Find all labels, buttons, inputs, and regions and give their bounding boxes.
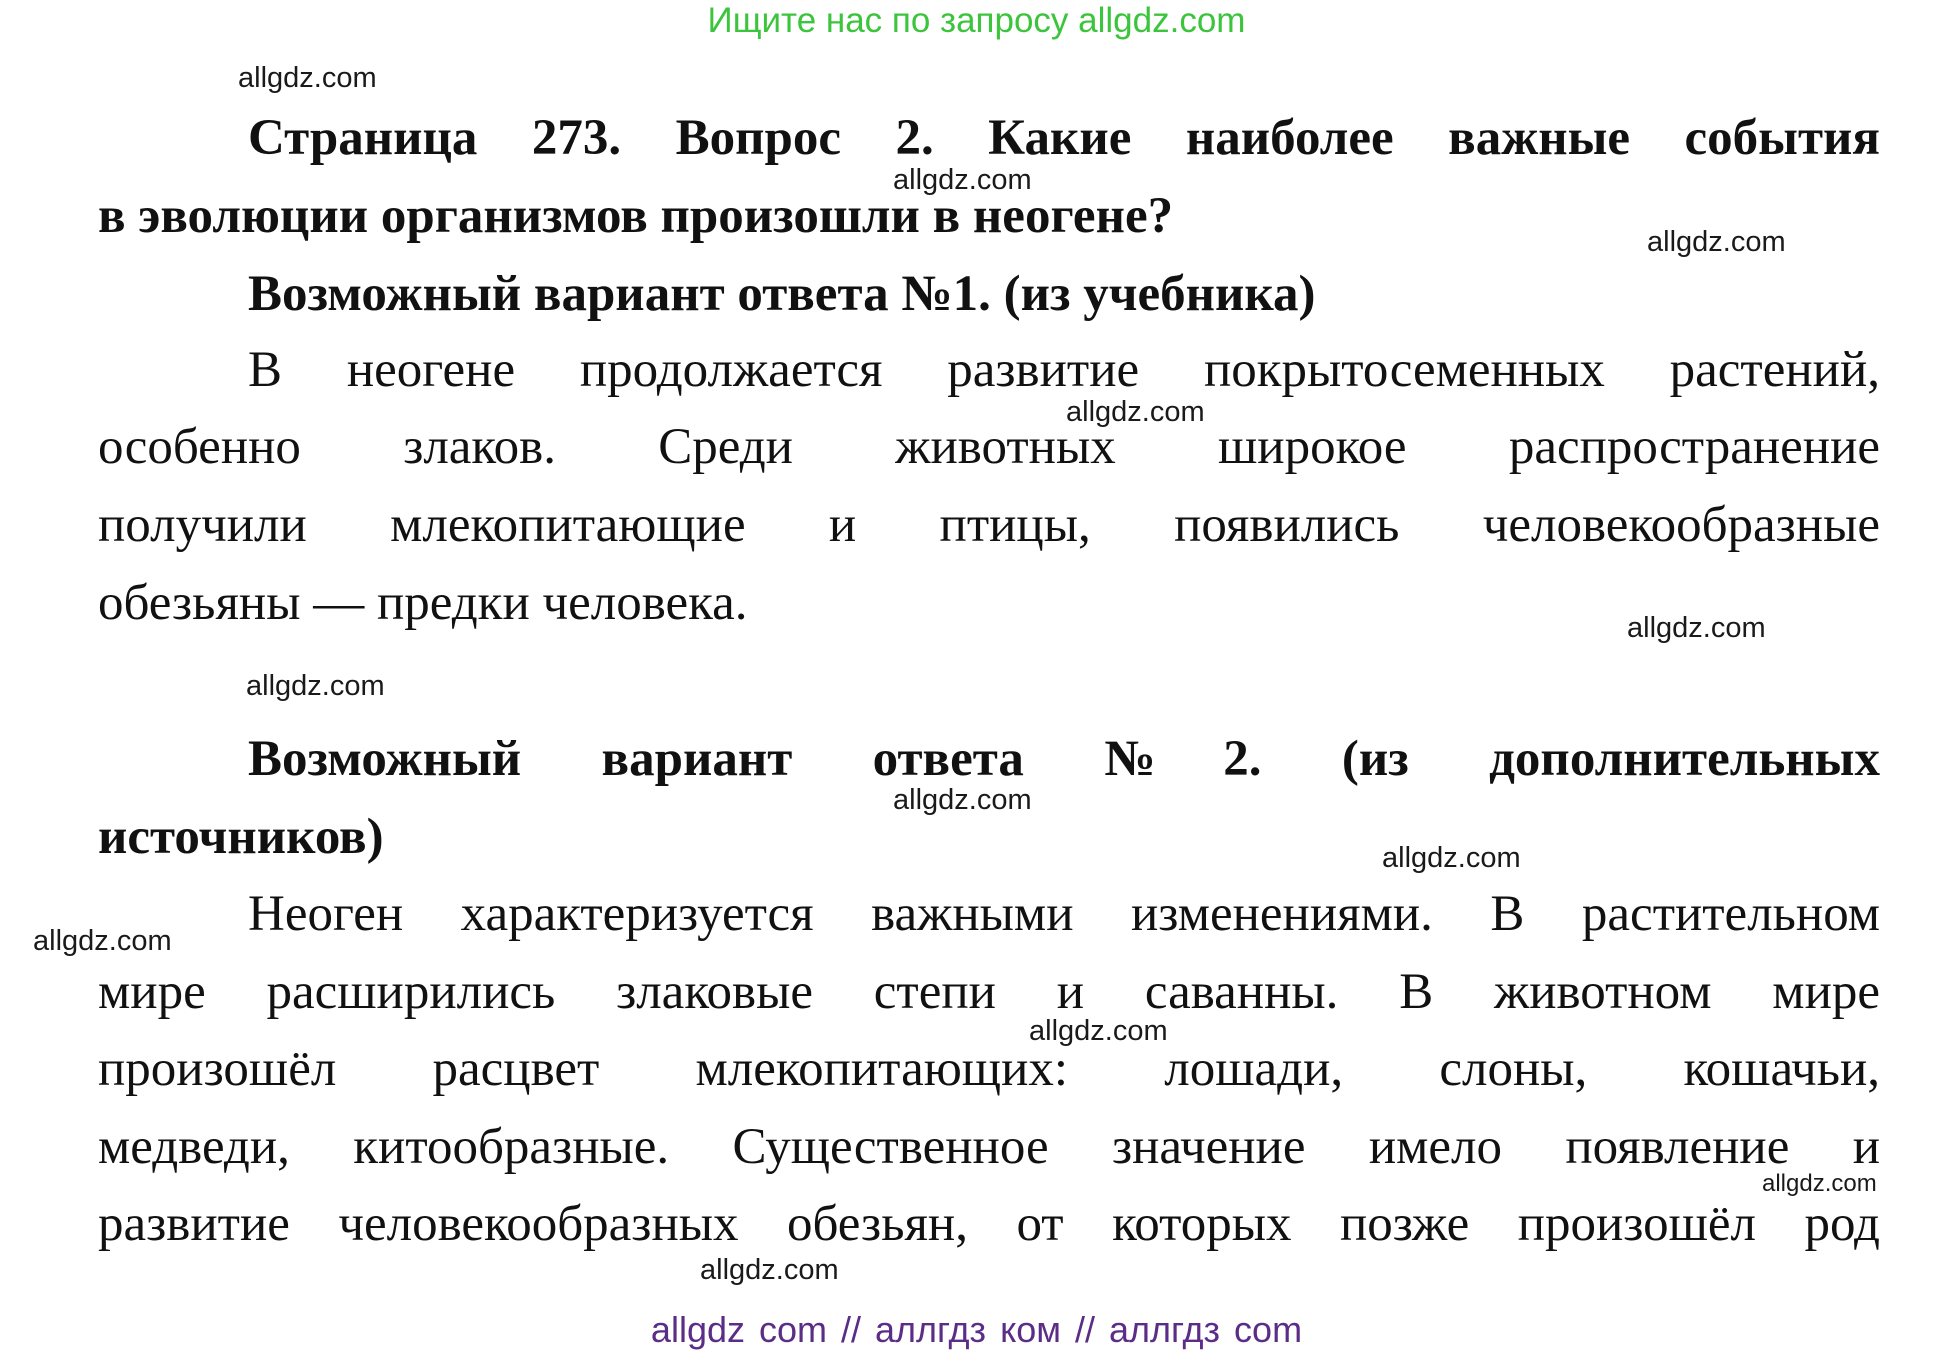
answer2-heading: Возможный вариант ответа №2. (из дополнительных bbox=[248, 731, 1880, 787]
answer2-text-line: произошёл расцвет млекопитающих: лошади, слоны, кошачьи, bbox=[98, 1041, 1880, 1097]
answer1-heading: Возможный вариант ответа №1. (из учебника) bbox=[248, 266, 1316, 322]
watermark: allgdz.com bbox=[238, 62, 377, 94]
bottom-links-banner: allgdz com // аллгдз ком // аллгдз com bbox=[650, 1309, 1303, 1350]
watermark: allgdz.com bbox=[1029, 1015, 1168, 1047]
answer1-text-line: получили млекопитающие и птицы, появились человекообразные bbox=[98, 497, 1880, 553]
watermark: allgdz.com bbox=[700, 1254, 839, 1286]
watermark: allgdz.com bbox=[1627, 612, 1766, 644]
watermark: allgdz.com bbox=[1647, 226, 1786, 258]
watermark: allgdz.com bbox=[1382, 842, 1521, 874]
watermark: allgdz.com bbox=[893, 784, 1032, 816]
watermark: allgdz.com bbox=[33, 925, 172, 957]
answer1-text-line: особенно злаков. Среди животных широкое распространение bbox=[98, 419, 1880, 475]
answer1-text-line: обезьяны — предки человека. bbox=[98, 575, 748, 631]
watermark: allgdz.com bbox=[246, 670, 385, 702]
answer1-text-line: В неогене продолжается развитие покрытосеменных растений, bbox=[248, 342, 1880, 398]
answer2-text-line: медведи, китообразные. Существенное значение имело появление и bbox=[98, 1119, 1880, 1175]
watermark: allgdz.com bbox=[1066, 396, 1205, 428]
top-search-banner: Ищите нас по запросу allgdz.com bbox=[707, 1, 1246, 40]
answer2-text-line: развитие человекообразных обезьян, от которых позже произошёл род bbox=[98, 1196, 1880, 1252]
answer2-text-line: Неоген характеризуется важными изменениями. В растительном bbox=[248, 886, 1880, 942]
answer2-text-line: мире расширились злаковые степи и саванны. В животном мире bbox=[98, 964, 1880, 1020]
watermark: allgdz.com bbox=[893, 164, 1032, 196]
watermark: allgdz.com bbox=[1762, 1170, 1877, 1197]
answer2-heading: источников) bbox=[98, 809, 384, 865]
question-line: в эволюции организмов произошли в неогене? bbox=[98, 188, 1174, 244]
question-line: Страница 273. Вопрос 2. Какие наиболее важные события bbox=[248, 110, 1880, 166]
